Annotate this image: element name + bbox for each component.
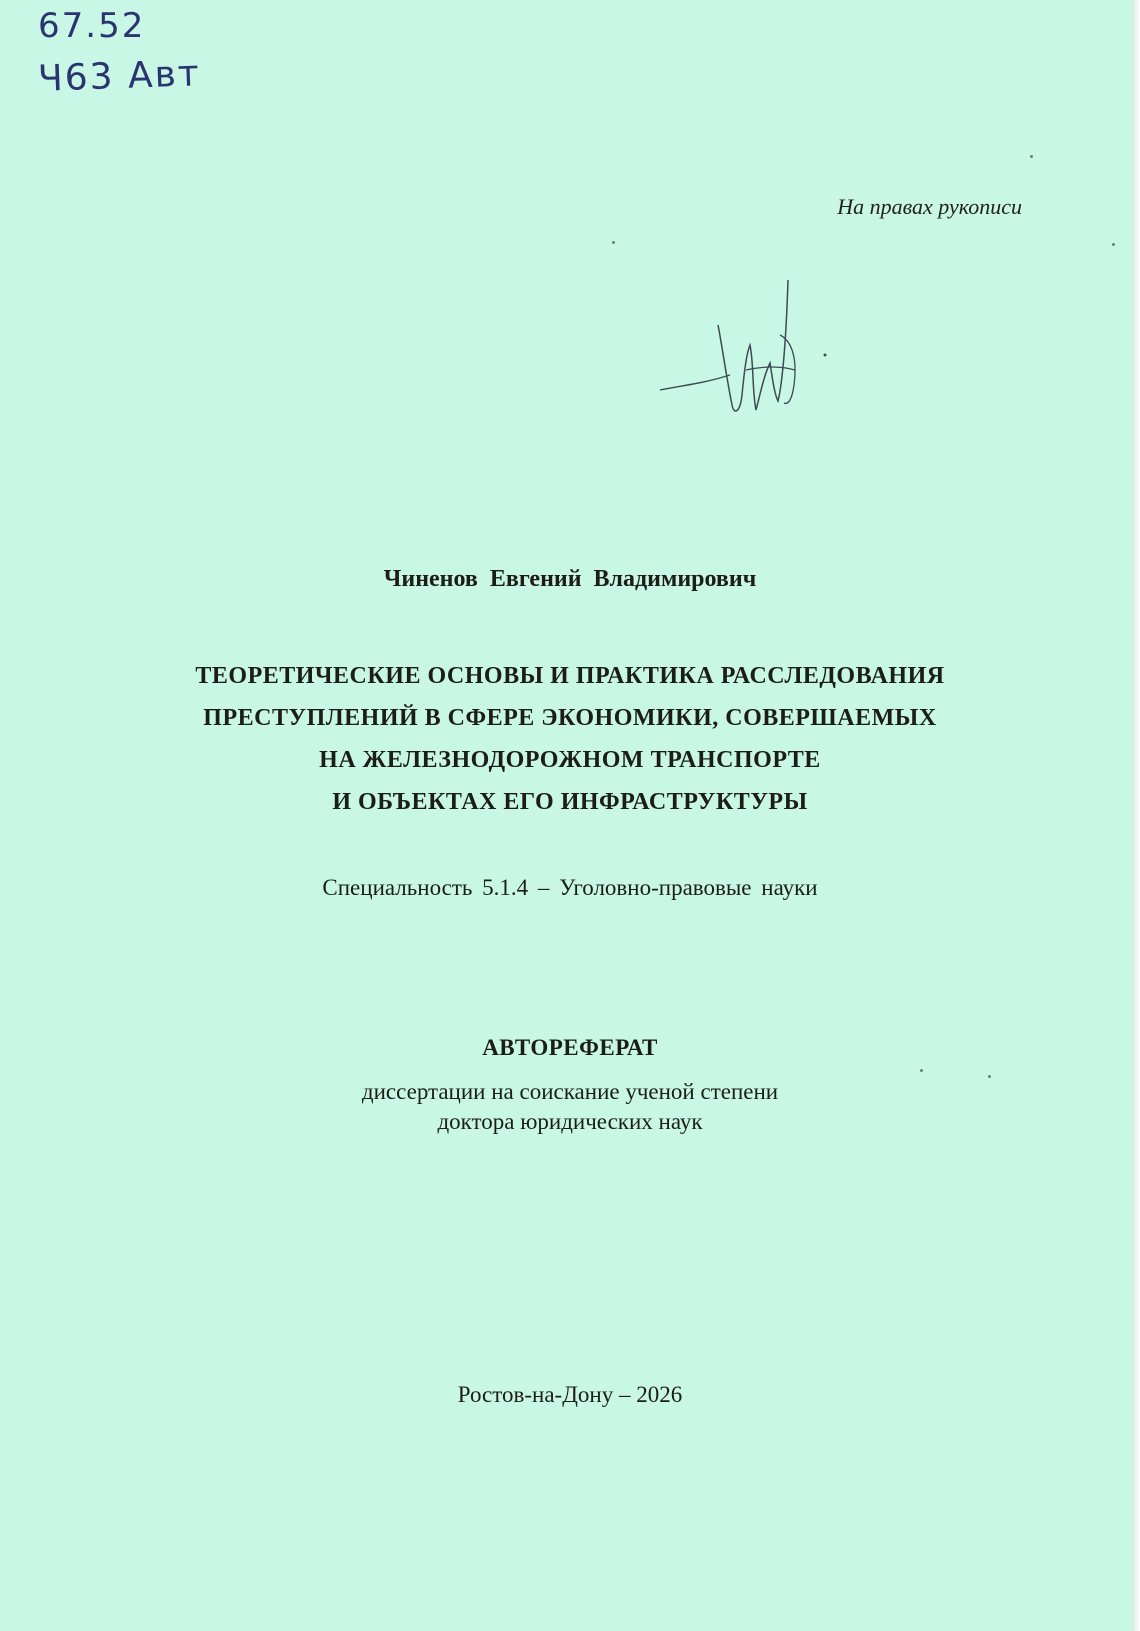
scan-edge <box>1132 0 1140 1631</box>
paper-speck <box>920 1069 923 1072</box>
handwritten-author-mark: Ч63 Авт <box>37 53 202 100</box>
rights-note: На правах рукописи <box>837 194 1022 219</box>
paper-speck <box>1112 243 1115 246</box>
abstract-description-line: доктора юридических наук <box>437 1109 703 1134</box>
place-and-year: Ростов-на-Дону – 2026 <box>457 1382 683 1407</box>
author-name: Чиненов Евгений Владимирович <box>383 566 757 592</box>
abstract-description-line: диссертации на соискание ученой степени <box>361 1079 779 1104</box>
handwritten-class-number: 67.52 <box>38 6 146 46</box>
paper-speck <box>612 241 615 244</box>
abstract-description <box>100 1077 1040 1137</box>
signature <box>660 275 860 445</box>
title-line: ПРЕСТУПЛЕНИЙ В СФЕРЕ ЭКОНОМИКИ, СОВЕРШАЕМЫХ <box>203 705 937 731</box>
paper-speck <box>1030 155 1033 158</box>
speciality-line: Специальность 5.1.4 – Уголовно-правовые науки <box>322 875 818 900</box>
title-line: НА ЖЕЛЕЗНОДОРОЖНОМ ТРАНСПОРТЕ <box>319 747 821 773</box>
title-line: ТЕОРЕТИЧЕСКИЕ ОСНОВЫ И ПРАКТИКА РАССЛЕДОВАНИЯ <box>195 663 945 689</box>
title-line: И ОБЪЕКТАХ ЕГО ИНФРАСТРУКТУРЫ <box>332 789 808 815</box>
dissertation-title <box>100 655 1040 823</box>
paper-speck <box>988 1075 991 1078</box>
abstract-label: АВТОРЕФЕРАТ <box>482 1035 658 1060</box>
